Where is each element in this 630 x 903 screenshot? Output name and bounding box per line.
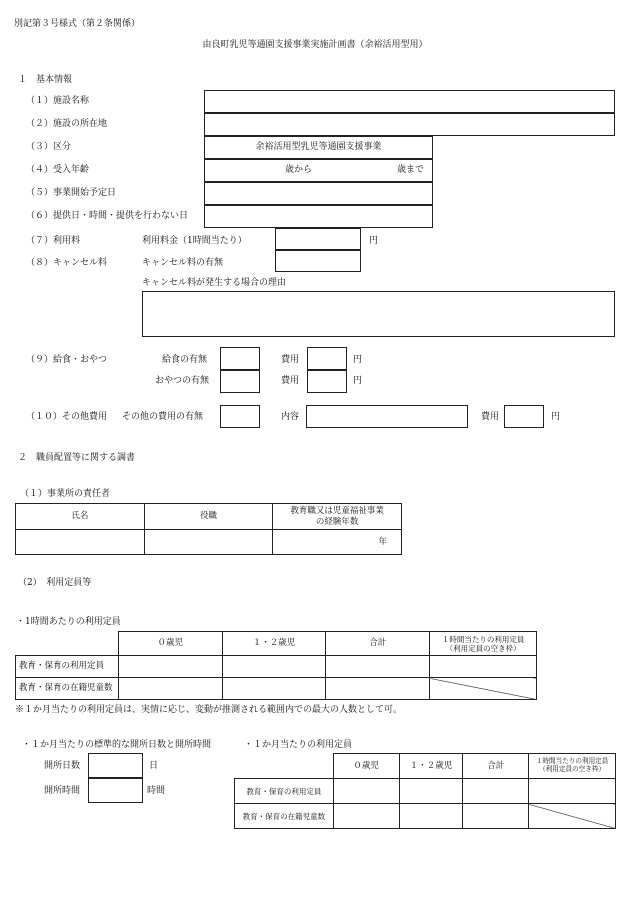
monthly-enrolled-vacancy-na <box>529 804 616 829</box>
section2-heading: ２ 職員配置等に関する調書 <box>18 453 136 463</box>
facility-name-field[interactable] <box>204 90 615 113</box>
hourly-col-capacity-line1: １時間当たりの利用定員 <box>441 634 525 644</box>
other-cost-sub-label: その他の費用の有無 <box>122 412 204 422</box>
cancel-reason-label: キャンセル料が発生する場合の理由 <box>142 278 287 288</box>
open-days-field[interactable] <box>88 753 143 778</box>
other-cost-field[interactable] <box>220 405 260 428</box>
cancel-reason-field[interactable] <box>142 291 615 337</box>
facility-address-field[interactable] <box>204 113 615 136</box>
years-unit: 年 <box>378 536 387 547</box>
monthly-capacity-age0[interactable] <box>333 779 399 804</box>
hourly-capacity-vacancy[interactable] <box>430 656 537 678</box>
meal-cost-label: 費用 <box>281 355 300 365</box>
manager-heading: （１）事業所の責任者 <box>20 489 111 499</box>
open-hours-field[interactable] <box>88 778 143 803</box>
hourly-enrolled-vacancy-na <box>430 678 537 700</box>
service-days-label: （６）提供日・時間・提供を行わない日 <box>26 211 189 221</box>
monthly-row-enrolled: 教育・保育の在籍児童数 <box>235 804 334 829</box>
meal-field[interactable] <box>220 347 260 370</box>
manager-table <box>15 503 402 555</box>
snack-cost-label: 費用 <box>281 376 300 386</box>
col-name: 氏名 <box>16 504 145 530</box>
hourly-col-capacity <box>430 632 537 656</box>
monthly-capacity-vacancy[interactable] <box>529 779 616 804</box>
hourly-capacity-table <box>15 631 537 700</box>
snack-cost-field[interactable] <box>307 370 347 393</box>
monthly-enrolled-total[interactable] <box>463 804 529 829</box>
monthly-row-capacity: 教育・保育の利用定員 <box>235 779 334 804</box>
open-hours-unit: 時間 <box>147 786 166 796</box>
monthly-col-total: 合計 <box>463 754 529 779</box>
hourly-col-age12: １・２歳児 <box>222 632 326 656</box>
open-days-unit: 日 <box>149 761 159 771</box>
col-years-line2: の経験年数 <box>315 516 359 527</box>
fee-label: （７）利用料 <box>26 236 81 246</box>
snack-field[interactable] <box>220 370 260 393</box>
fee-unit: 円 <box>369 236 379 246</box>
other-amount-label: 費用 <box>481 412 500 422</box>
monthly-col-capacity-line2: （利用定員の空き枠） <box>539 765 606 773</box>
manager-name-cell[interactable] <box>16 530 145 555</box>
manager-role-cell[interactable] <box>144 530 273 555</box>
hourly-enrolled-total[interactable] <box>326 678 430 700</box>
age-label: （４）受入年齢 <box>26 165 90 175</box>
fee-sub-label: 利用料金（1時間当たり） <box>142 236 247 246</box>
hourly-corner <box>16 632 119 656</box>
hourly-enrolled-age12[interactable] <box>222 678 326 700</box>
cancel-fee-sub-label: キャンセル料の有無 <box>142 258 224 268</box>
snack-cost-unit: 円 <box>353 376 363 386</box>
cancel-fee-label: （８）キャンセル料 <box>26 258 108 268</box>
section1-heading: １ 基本情報 <box>18 75 73 85</box>
monthly-corner <box>235 754 334 779</box>
age-to-text: 歳まで <box>397 165 425 175</box>
open-hours-label: 開所時間 <box>44 786 81 796</box>
hourly-capacity-age0[interactable] <box>118 656 222 678</box>
monthly-capacity-total[interactable] <box>463 779 529 804</box>
facility-address-label: （２）施設の所在地 <box>26 119 108 129</box>
category-label: （３）区分 <box>26 142 72 152</box>
category-value: 余裕活用型乳児等通園支援事業 <box>255 142 382 152</box>
monthly-col-age12: １・２歳児 <box>399 754 463 779</box>
manager-years-cell[interactable] <box>273 530 402 555</box>
cancel-fee-field[interactable] <box>275 250 361 272</box>
col-years-header <box>273 504 402 530</box>
service-days-field[interactable] <box>204 205 433 228</box>
meal-cost-unit: 円 <box>353 355 363 365</box>
snack-sub-label: おやつの有無 <box>155 376 210 386</box>
hourly-row-capacity: 教育・保育の利用定員 <box>16 656 119 678</box>
hourly-col-total: 合計 <box>326 632 430 656</box>
fee-field[interactable] <box>275 228 361 250</box>
meal-cost-field[interactable] <box>307 347 347 370</box>
hourly-col-age0: ０歳児 <box>118 632 222 656</box>
hourly-capacity-total[interactable] <box>326 656 430 678</box>
capacity-heading: （2） 利用定員等 <box>18 578 92 588</box>
hourly-capacity-age12[interactable] <box>222 656 326 678</box>
monthly-enrolled-age12[interactable] <box>399 804 463 829</box>
monthly-enrolled-age0[interactable] <box>333 804 399 829</box>
monthly-col-capacity <box>529 754 616 779</box>
age-from-text: 歳から <box>285 165 313 175</box>
open-days-label: 開所日数 <box>44 761 81 771</box>
other-content-field[interactable] <box>306 405 468 428</box>
capacity-note: ※１か月当たりの利用定員は、実情に応じ、変動が推測される範囲内での最大の人数として可。 <box>15 705 403 715</box>
facility-name-label: （１）施設名称 <box>26 96 90 106</box>
col-role: 役職 <box>144 504 273 530</box>
hourly-col-capacity-line2: （利用定員の空き枠） <box>445 643 521 653</box>
monthly-days-heading: ・１か月当たりの標準的な開所日数と開所時間 <box>22 740 212 750</box>
category-field <box>204 136 433 159</box>
col-years-line1: 教育職又は児童福祉事業 <box>290 506 384 517</box>
hourly-enrolled-age0[interactable] <box>118 678 222 700</box>
monthly-col-capacity-line1: １時間当たりの利用定員 <box>535 757 609 766</box>
other-amount-field[interactable] <box>504 405 544 428</box>
monthly-heading: ・１か月当たりの利用定員 <box>244 740 353 750</box>
meals-label: （９）給食・おやつ <box>26 355 108 365</box>
monthly-capacity-age12[interactable] <box>399 779 463 804</box>
other-cost-label: （１０）その他費用 <box>26 412 108 422</box>
other-amount-unit: 円 <box>551 412 561 422</box>
page-title: 由良町乳児等通園支援事業実施計画書（余裕活用型用） <box>202 40 428 50</box>
hourly-row-enrolled: 教育・保育の在籍児童数 <box>16 678 119 700</box>
age-field[interactable] <box>204 159 433 182</box>
start-date-label: （５）事業開始予定日 <box>26 188 117 198</box>
meal-sub-label: 給食の有無 <box>162 355 208 365</box>
start-date-field[interactable] <box>204 182 433 205</box>
other-content-label: 内容 <box>281 412 300 422</box>
monthly-capacity-table <box>234 753 616 829</box>
hourly-heading: ・1時間あたりの利用定員 <box>16 617 121 627</box>
form-number: 別記第３号様式（第２条関係） <box>14 19 141 29</box>
monthly-col-age0: ０歳児 <box>333 754 399 779</box>
